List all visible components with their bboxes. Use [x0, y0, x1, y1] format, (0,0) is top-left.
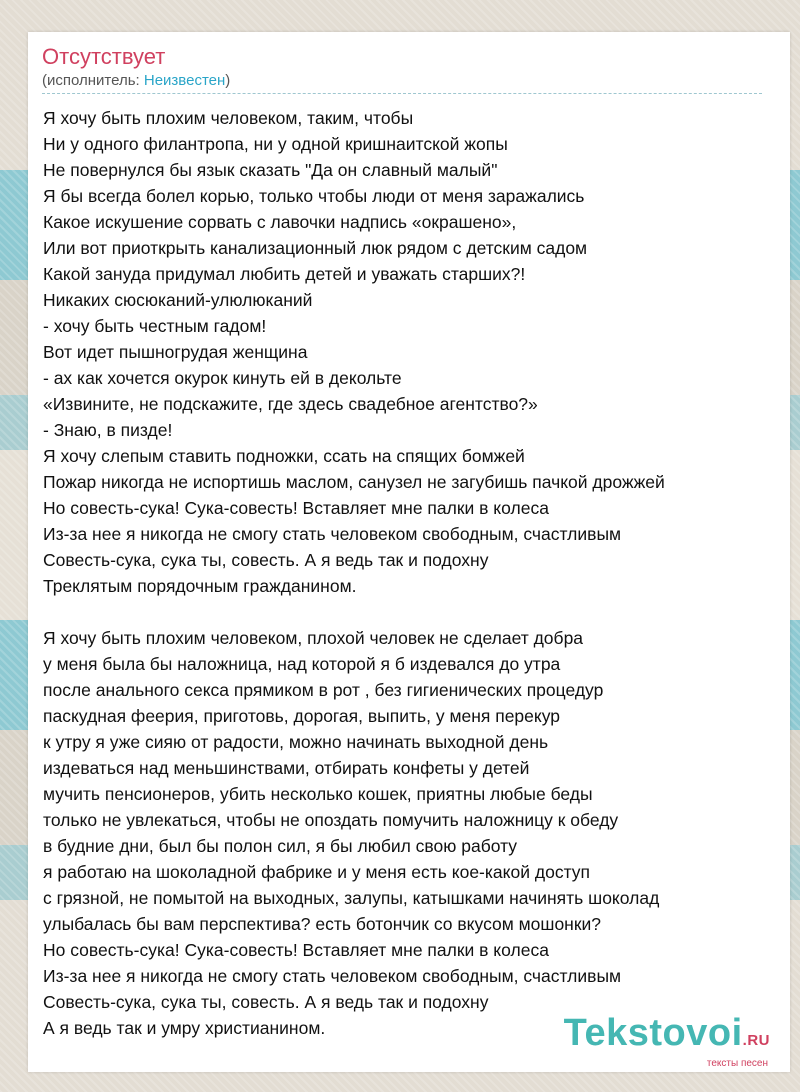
lyric-line: к утру я уже сияю от радости, можно начинать выходной день: [43, 732, 549, 752]
lyric-line: Ни у одного филантропа, ни у одной кришнаитской жопы: [43, 134, 508, 154]
lyric-line: Совесть-сука, сука ты, совесть. А я ведь так и подохну: [43, 992, 489, 1012]
lyric-line: только не увлекаться, чтобы не опоздать помучить наложницу к обеду: [43, 810, 619, 830]
lyric-line: паскудная феерия, приготовь, дорогая, выпить, у меня перекур: [43, 706, 561, 726]
lyric-line: Из-за нее я никогда не смогу стать человеком свободным, счастливым: [43, 966, 622, 986]
lyric-line: - ах как хочется окурок кинуть ей в декольте: [43, 368, 402, 388]
lyric-line: у меня была бы наложница, над которой я б издевался до утра: [43, 654, 561, 674]
logo-wordmark: Tekstovoi: [563, 1012, 743, 1054]
lyric-line: А я ведь так и умру христианином.: [43, 1018, 326, 1038]
lyric-line: Совесть-сука, сука ты, совесть. А я ведь так и подохну: [43, 550, 489, 570]
lyric-line: Но совесть-сука! Сука-совесть! Вставляет мне палки в колеса: [43, 498, 549, 518]
lyric-line: Я бы всегда болел корью, только чтобы люди от меня заражались: [43, 186, 585, 206]
lyric-line: - Знаю, в пизде!: [43, 420, 173, 440]
lyric-line: Вот идет пышногрудая женщина: [43, 342, 308, 362]
lyric-line: Не повернулся бы язык сказать "Да он славный малый": [43, 160, 498, 180]
lyric-line: Я хочу быть плохим человеком, плохой человек не сделает добра: [43, 628, 584, 648]
lyric-line: Из-за нее я никогда не смогу стать человеком свободным, счастливым: [43, 524, 622, 544]
lyric-line: с грязной, не помытой на выходных, залупы, катышками начинять шоколад: [43, 888, 660, 908]
lyric-line: я работаю на шоколадной фабрике и у меня есть кое-какой доступ: [43, 862, 591, 882]
lyric-line: Я хочу слепым ставить подножки, ссать на спящих бомжей: [43, 446, 525, 466]
lyric-line: Треклятым порядочным гражданином.: [43, 576, 357, 596]
lyric-line: Какое искушение сорвать с лавочки надпись «окрашено»,: [43, 212, 517, 232]
lyric-line: - хочу быть честным гадом!: [43, 316, 267, 336]
lyric-line: Или вот приоткрыть канализационный люк рядом с детским садом: [43, 238, 588, 258]
lyric-line: Но совесть-сука! Сука-совесть! Вставляет мне палки в колеса: [43, 940, 549, 960]
lyric-line: Никаких сюсюканий-улюлюканий: [43, 290, 313, 310]
lyric-line: издеваться над меньшинствами, отбирать конфеты у детей: [43, 758, 530, 778]
artist-prefix: (исполнитель:: [42, 72, 144, 89]
lyric-line: «Извините, не подскажите, где здесь свадебное агентство?»: [43, 394, 538, 414]
song-meta: [42, 72, 230, 90]
title-divider: [42, 93, 762, 94]
lyric-line: Какой зануда придумал любить детей и уважать старших?!: [43, 264, 526, 284]
lyric-line: мучить пенсионеров, убить несколько кошек, приятны любые беды: [43, 784, 593, 804]
lyric-line: после анального секса прямиком в рот , без гигиенических процедур: [43, 680, 604, 700]
song-title: Отсутствует: [42, 44, 166, 69]
logo-tld: .RU: [742, 1032, 770, 1049]
lyrics-text: [43, 105, 783, 1041]
lyric-line: Пожар никогда не испортишь маслом, санузел не загубишь пачкой дрожжей: [43, 472, 665, 492]
stanza-break: [43, 599, 783, 625]
artist-link[interactable]: Неизвестен: [143, 72, 226, 89]
lyric-line: Я хочу быть плохим человеком, таким, чтобы: [43, 108, 414, 128]
site-logo[interactable]: [564, 1014, 770, 1070]
lyric-line: в будние дни, был бы полон сил, я бы любил свою работу: [43, 836, 518, 856]
logo-tagline: тексты песен: [706, 1058, 768, 1069]
artist-suffix: ): [225, 72, 231, 89]
lyric-line: улыбалась бы вам перспектива? есть ботончик со вкусом мошонки?: [43, 914, 602, 934]
lyrics-card: [28, 32, 790, 1072]
